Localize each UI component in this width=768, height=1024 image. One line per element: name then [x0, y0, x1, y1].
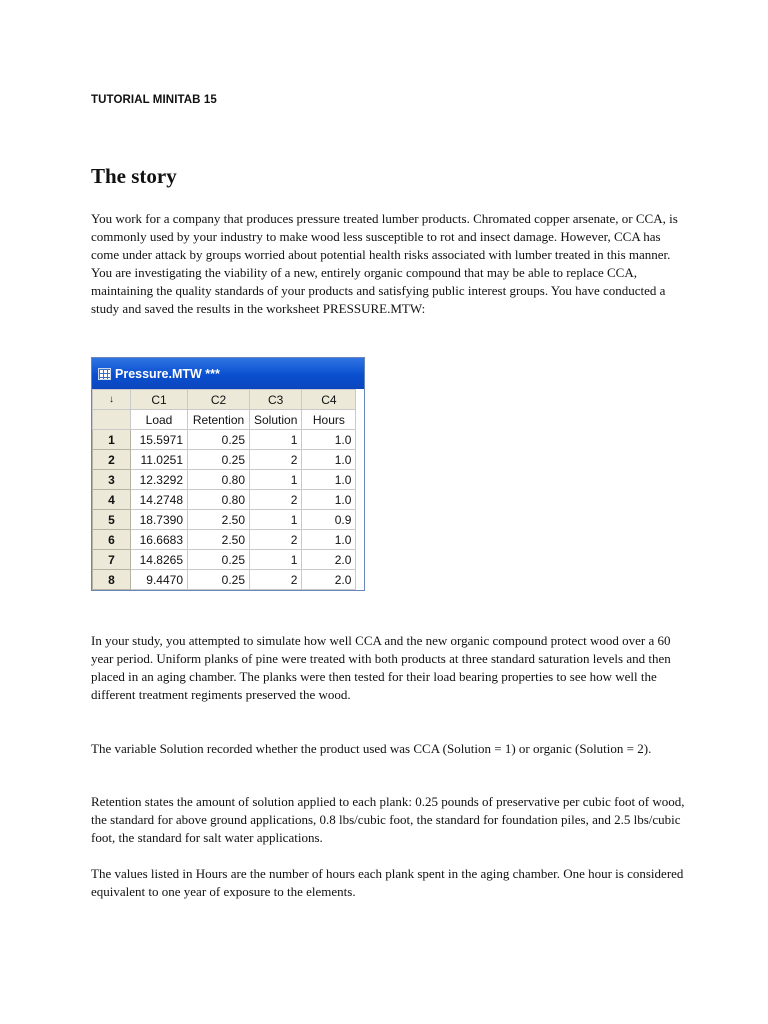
cell-hours[interactable]: 0.9 [302, 510, 356, 530]
worksheet-grid [92, 389, 356, 590]
story-paragraph-2: In your study, you attempted to simulate how well CCA and the new organic compound protect wood over a 60 year period. Uniform planks of pine were treated with both products at three standard saturation levels and then placed in an aging chamber. The planks were then tested for their load bearing properties to see how well the different treatment regiments preserved the wood. [91, 633, 671, 702]
column-name-row [93, 410, 356, 430]
cell-solution[interactable]: 2 [250, 530, 302, 550]
cell-hours[interactable]: 1.0 [302, 490, 356, 510]
cell-hours[interactable]: 2.0 [302, 570, 356, 590]
cell-load[interactable]: 15.5971 [131, 430, 188, 450]
row-number[interactable]: 2 [93, 450, 131, 470]
column-name-load[interactable]: Load [131, 410, 188, 430]
worksheet-title: Pressure.MTW *** [115, 366, 220, 381]
row-number[interactable]: 4 [93, 490, 131, 510]
cell-load[interactable]: 14.8265 [131, 550, 188, 570]
table-row [93, 490, 356, 510]
column-id-c1[interactable]: C1 [131, 390, 188, 410]
column-id-c4[interactable]: C4 [302, 390, 356, 410]
row-number[interactable]: 8 [93, 570, 131, 590]
cell-solution[interactable]: 2 [250, 450, 302, 470]
table-row [93, 550, 356, 570]
row-number[interactable]: 6 [93, 530, 131, 550]
cell-solution[interactable]: 2 [250, 490, 302, 510]
cell-retention[interactable]: 0.80 [188, 490, 250, 510]
table-row [93, 530, 356, 550]
row-number[interactable]: 3 [93, 470, 131, 490]
table-row [93, 470, 356, 490]
worksheet-icon [98, 368, 111, 380]
cell-solution[interactable]: 2 [250, 570, 302, 590]
column-name-hours[interactable]: Hours [302, 410, 356, 430]
cell-hours[interactable]: 2.0 [302, 550, 356, 570]
row-number[interactable]: 7 [93, 550, 131, 570]
table-row [93, 430, 356, 450]
worksheet-window [91, 357, 365, 591]
cell-hours[interactable]: 1.0 [302, 450, 356, 470]
column-id-row [93, 390, 356, 410]
story-paragraph-1: You work for a company that produces pressure treated lumber products. Chromated copper arsenate, or CCA, is commonly used by your industry to make wood less susceptible to rot and insect damage. However, CCA has come under attack by groups worried about potential health risks associated with lumber treated in this manner. You are investigating the viability of a new, entirely organic compound that may be able to replace CCA, maintaining the quality standards of your products and satisfying public interest groups. You have conducted a study and saved the results in the worksheet PRESSURE.MTW: [91, 211, 678, 316]
cell-solution[interactable]: 1 [250, 470, 302, 490]
row-number[interactable]: 1 [93, 430, 131, 450]
story-paragraph-3: The variable Solution recorded whether the product used was CCA (Solution = 1) or organic (Solution = 2). [91, 741, 652, 756]
cell-retention[interactable]: 0.25 [188, 570, 250, 590]
column-id-c2[interactable]: C2 [188, 390, 250, 410]
cell-load[interactable]: 16.6683 [131, 530, 188, 550]
story-paragraph-5: The values listed in Hours are the number of hours each plank spent in the aging chamber. One hour is considered equivalent to one year of exposure to the elements. [91, 866, 684, 899]
doc-label: TUTORIAL MINITAB 15 [91, 94, 217, 106]
cell-hours[interactable]: 1.0 [302, 530, 356, 550]
cell-retention[interactable]: 2.50 [188, 510, 250, 530]
table-row [93, 510, 356, 530]
cell-hours[interactable]: 1.0 [302, 430, 356, 450]
story-paragraph-4: Retention states the amount of solution applied to each plank: 0.25 pounds of preservative per cubic foot of wood, the standard for above ground applications, 0.8 lbs/cubic foot, the standard for foundation piles, and 2.5 lbs/cubic foot, the standard for salt water applications. [91, 794, 685, 845]
table-row [93, 450, 356, 470]
cell-load[interactable]: 11.0251 [131, 450, 188, 470]
row-number[interactable]: 5 [93, 510, 131, 530]
cell-load[interactable]: 9.4470 [131, 570, 188, 590]
worksheet-titlebar[interactable] [92, 358, 364, 389]
cell-load[interactable]: 14.2748 [131, 490, 188, 510]
cell-load[interactable]: 18.7390 [131, 510, 188, 530]
column-name-solution[interactable]: Solution [250, 410, 302, 430]
column-name-retention[interactable]: Retention [188, 410, 250, 430]
cell-solution[interactable]: 1 [250, 510, 302, 530]
table-row [93, 570, 356, 590]
data-entry-arrow-icon[interactable]: ↓ [93, 390, 131, 410]
cell-retention[interactable]: 0.80 [188, 470, 250, 490]
section-heading: The story [91, 164, 177, 188]
cell-load[interactable]: 12.3292 [131, 470, 188, 490]
cell-retention[interactable]: 0.25 [188, 430, 250, 450]
cell-retention[interactable]: 2.50 [188, 530, 250, 550]
column-id-c3[interactable]: C3 [250, 390, 302, 410]
name-row-corner [93, 410, 131, 430]
cell-retention[interactable]: 0.25 [188, 450, 250, 470]
cell-solution[interactable]: 1 [250, 430, 302, 450]
cell-solution[interactable]: 1 [250, 550, 302, 570]
cell-hours[interactable]: 1.0 [302, 470, 356, 490]
cell-retention[interactable]: 0.25 [188, 550, 250, 570]
